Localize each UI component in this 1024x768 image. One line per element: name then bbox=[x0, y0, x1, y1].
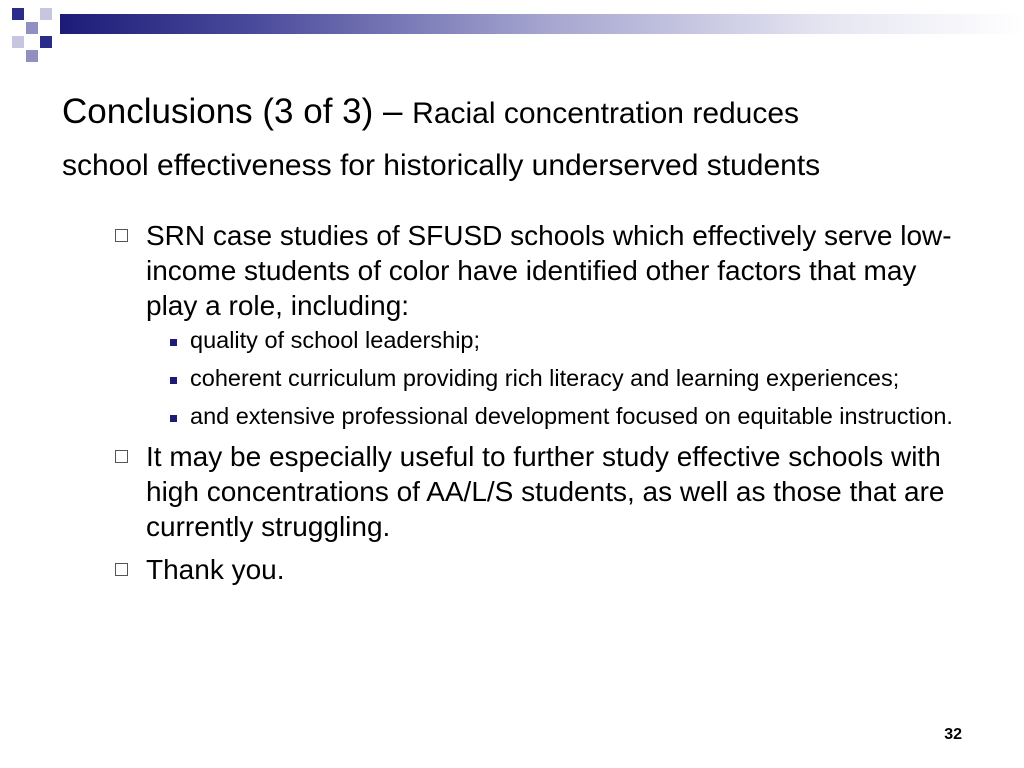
slide-title bbox=[62, 88, 962, 194]
deco-square bbox=[12, 8, 24, 20]
slide-body bbox=[115, 218, 975, 595]
hollow-square-icon bbox=[115, 450, 128, 463]
bullet-text: Thank you. bbox=[146, 554, 285, 585]
hollow-square-icon bbox=[115, 229, 128, 242]
filled-square-icon bbox=[170, 415, 177, 422]
header-decoration bbox=[0, 0, 1024, 64]
bullet-item bbox=[115, 552, 975, 587]
title-subtitle-line1: Racial concentration reduces bbox=[412, 97, 800, 130]
deco-square bbox=[40, 36, 52, 48]
title-main: Conclusions (3 of 3) – bbox=[62, 92, 413, 131]
filled-square-icon bbox=[170, 339, 177, 346]
deco-square bbox=[40, 8, 52, 20]
hollow-square-icon bbox=[115, 563, 128, 576]
bullet-item bbox=[115, 218, 975, 431]
header-gradient-bar bbox=[60, 14, 1024, 34]
sub-bullet-text: coherent curriculum providing rich literacy and learning experiences; bbox=[190, 365, 900, 391]
filled-square-icon bbox=[170, 377, 177, 384]
sub-bullet-item bbox=[146, 325, 975, 355]
sub-bullet-item bbox=[146, 363, 975, 393]
bullet-text: It may be especially useful to further study effective schools with high concentrations of AA/L/S students, as well as those that are currently struggling. bbox=[146, 441, 945, 542]
sub-bullet-text: quality of school leadership; bbox=[190, 327, 481, 353]
deco-square bbox=[26, 22, 38, 34]
sub-bullet-list bbox=[146, 325, 975, 431]
title-subtitle-line2: school effectiveness for historically underserved students bbox=[62, 149, 821, 182]
bullet-text: SRN case studies of SFUSD schools which effectively serve low-income students of color have identified other factors that may play a role, including: bbox=[146, 220, 952, 321]
deco-square bbox=[12, 36, 24, 48]
bullet-item bbox=[115, 439, 975, 544]
sub-bullet-text: and extensive professional development focused on equitable instruction. bbox=[190, 403, 953, 429]
deco-square bbox=[26, 50, 38, 62]
page-number: 32 bbox=[944, 726, 962, 743]
sub-bullet-item bbox=[146, 401, 975, 431]
